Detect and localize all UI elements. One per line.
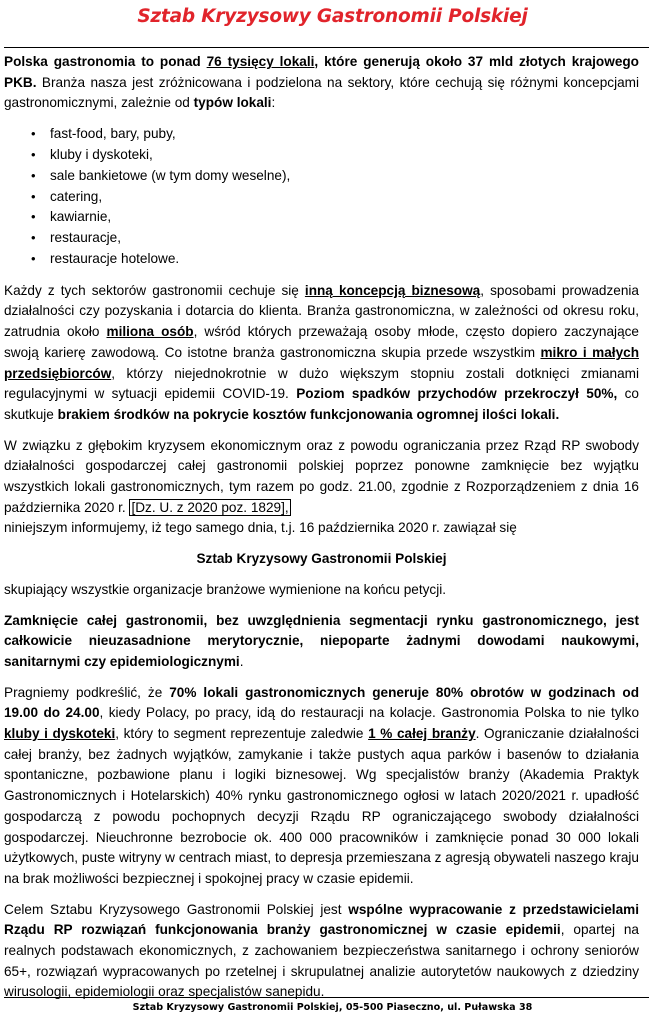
organization-description: skupiający wszystkie organizacje branżowe wymienione na końcu petycji. xyxy=(4,581,447,597)
intro-text-venue-types: typów lokali xyxy=(193,95,272,111)
footer-address: Sztab Kryzysowy Gastronomii Polskiej, 05-500 Piaseczno, ul. Puławska 38 xyxy=(132,1002,533,1013)
goal-text-joint-work: wspólne wypracowanie z przedstawicielami Rządu RP rozwiązań funkcjonowania branży gastronomicznej w czasie epidemii xyxy=(4,901,639,938)
sectors-paragraph xyxy=(4,281,639,426)
evening-text-clubs: kluby i dyskoteki xyxy=(4,726,116,742)
goal-paragraph xyxy=(4,900,639,1004)
venue-type-list xyxy=(4,124,639,270)
sectors-text-micro-small: mikro i małych przedsiębiorców xyxy=(4,344,639,381)
evening-text-3: , kiedy Polacy, po pracy, idą do restauracji na kolacje. Gastronomia Polska to nie tylko xyxy=(99,705,639,721)
intro-text-76k: 76 tysięcy lokali xyxy=(206,54,315,69)
evening-paragraph xyxy=(4,683,639,890)
organization-name: Sztab Kryzysowy Gastronomii Polskiej xyxy=(196,551,447,567)
regulation-reference: [Dz. U. z 2020 poz. 1829], xyxy=(131,499,289,515)
intro-text-6: : xyxy=(271,95,276,111)
list-item: • restauracje, xyxy=(50,228,639,249)
closure-text-2: . xyxy=(239,653,244,669)
crisis-paragraph xyxy=(4,436,639,519)
sectors-text-9: co skutkuje xyxy=(4,386,639,422)
sectors-text-million: miliona osób xyxy=(106,324,194,340)
crisis-text-3: niniejszym informujemy, iż tego samego dnia, t.j. 16 października 2020 r. zawiązał się xyxy=(4,520,517,536)
closure-text-1: Zamknięcie całej gastronomii, bez uwzględnienia segmentacji rynku gastronomicznego, jest całkowicie nieuzasadnione merytorycznie, niepoparte żadnymi dowodami naukowymi, sanitarnymi czy epidemiologicznymi xyxy=(4,612,639,669)
evening-text-1: Pragniemy podkreślić, że xyxy=(4,684,170,700)
intro-text-3: , które generują około 37 mld złotych krajowego PKB. xyxy=(4,54,639,90)
goal-text-1: Celem Sztabu Kryzysowego Gastronomii Polskiej jest xyxy=(4,901,349,917)
list-item: • catering, xyxy=(50,187,639,208)
sectors-text-business-concept: inną koncepcją biznesową xyxy=(304,282,481,298)
sectors-text-3: , sposobami prowadzenia działalności czy pozyskania i dotarcia do klienta. Branża gastronomiczna, w zależności od okresu roku, zatrudnia około xyxy=(4,282,639,340)
list-item: • kluby i dyskoteki, xyxy=(50,145,639,166)
intro-paragraph xyxy=(4,52,639,114)
sectors-text-5: , wśród których przeważają osoby młode, często dopiero zaczynające swoją karierę zawodową. Co istotne branża gastronomiczna skupia przede wszystkim xyxy=(4,324,639,360)
evening-text-7: . Ograniczanie działalności całej branży, bez żadnych wyjątków, zamykanie i także pustych aqua parków i basenów to działania spontaniczne, pozbawione planu i logiki biznesowej. Wg specjalistów branży (Akademia Praktyk Gastronomicznych i Hotelarskich) 40% rynku gastronomicznego ogłosi w latach 2020/2021 r. upadłość gospodarczą z powodu pochopnych decyzji Rządu RP ograniczającego swobody działalności gospodarczej. Nieuchronne bezrobocie ok. 400 000 pracowników i zamknięcie ponad 30 000 lokali użytkowych, puste witryny w centrach miast, to depresja przemieszana z agresją obywateli naszego kraju na brak możliwości bezpiecznej i spokojnej pracy w czasie epidemii. xyxy=(4,726,640,886)
sectors-text-lack-of-funds: brakiem środków na pokrycie kosztów funkcjonowania ogromnej ilości lokali. xyxy=(57,406,560,422)
closure-paragraph xyxy=(4,611,639,673)
sectors-text-1: Każdy z tych sektorów gastronomii cechuje się xyxy=(4,282,305,298)
sectors-text-7: , którzy niejednokrotnie w dużo większym stopniu zostali dotknięci zmianami regulacyjnymi w sytuacji epidemii COVID-19. xyxy=(4,365,639,402)
intro-text-1: Polska gastronomia to ponad xyxy=(4,54,207,69)
list-item: • fast-food, bary, puby, xyxy=(50,124,639,145)
evening-text-70-percent: 70% lokali gastronomicznych generuje 80% obrotów w godzinach od 19.00 do 24.00 xyxy=(4,684,640,721)
header-divider xyxy=(4,47,649,48)
evening-text-1-percent: 1 % całej branży xyxy=(368,726,476,742)
evening-text-5: , który to segment reprezentuje zaledwie xyxy=(115,726,369,742)
goal-text-3: , opartej na realnych podstawach ekonomicznych, z zachowaniem bezpieczeństwa sanitarnego i ochrony seniorów 65+, rozwiązań wypracowanych po rzetelnej i skrupulatnej analizie autorytetów naukowych z dziedziny wirusologii, epidemiologii oraz specjalistów sanepidu. xyxy=(4,922,639,1000)
list-item: • kawiarnie, xyxy=(50,207,639,228)
list-item: • sale bankietowe (w tym domy weselne), xyxy=(50,166,639,187)
document-body xyxy=(4,52,639,1013)
list-item: • restauracje hotelowe. xyxy=(50,249,639,270)
intro-text-4: Branża nasza jest zróżnicowana i podzielona na sektory, które cechują się różnymi koncepcjami gastronomicznymi, zależnie od xyxy=(4,74,639,111)
footer-divider xyxy=(4,997,649,998)
page-header-title: Sztab Kryzysowy Gastronomii Polskiej xyxy=(137,6,528,27)
crisis-text-1: W związku z głębokim kryzysem ekonomicznym oraz z powodu ograniczania przez Rząd RP swobody działalności gospodarczej całej gastronomii polskiej poprzez ponowne zamknięcie bez wyjątku wszystkich lokali gastronomicznych, tym razem po godz. 21.00, zgodnie z Rozporządzeniem z dnia 16 października 2020 r. xyxy=(4,437,639,515)
crisis-paragraph-continued xyxy=(4,518,639,539)
sectors-text-revenue-drop: Poziom spadków przychodów przekroczył 50%, xyxy=(296,386,618,402)
